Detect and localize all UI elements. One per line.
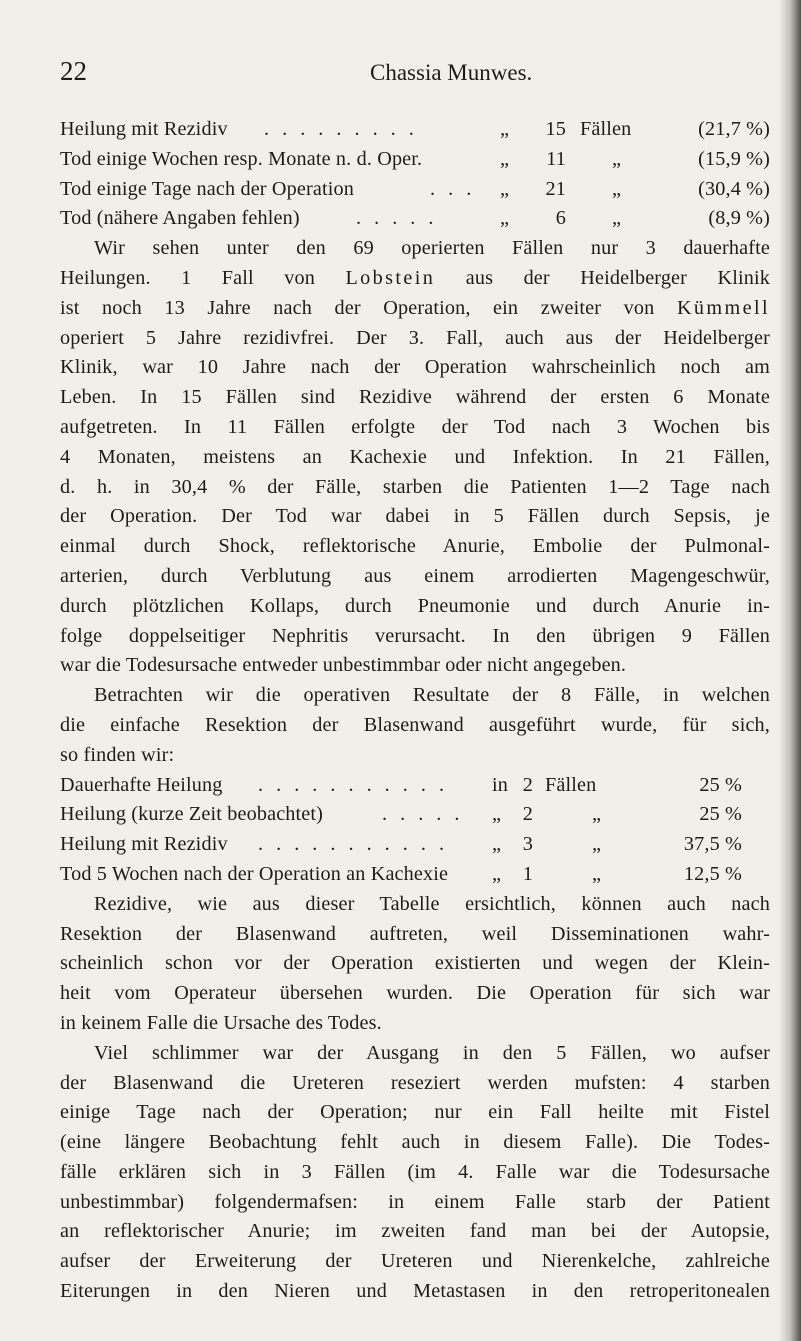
table-row [60,204,770,234]
table-row [60,175,770,205]
row-count: 21 [545,177,566,200]
page-number: 22 [60,56,87,86]
text-line: in keinem Falle die Ursache des Todes. [60,1011,382,1034]
text-line: so finden wir: [60,743,175,766]
leader-dots: . . . [430,177,476,200]
text-line: (eine längere Beobachtung fehlt auch in diesem Falle). Die Todes- [60,1131,770,1154]
row-label: Heilung mit Rezidiv [60,833,228,856]
text-line: operiert 5 Jahre rezidivfrei. Der 3. Fall, auch aus der Heidelberger [60,326,770,349]
row-count: 3 [522,833,533,856]
outcome-table-resection [60,771,770,890]
row-percent: (8,9 %) [708,207,770,230]
text-line: Betrachten wir die operativen Resultate der 8 Fälle, in welchen [94,684,770,707]
table-row [60,830,770,860]
text-line: fälle erklären sich in 3 Fällen (im 4. Falle war die Todesursache [60,1160,770,1183]
text-line: Eiterungen in den Nieren und Metastasen in den retroperitonealen [60,1280,770,1303]
text-line: einmal durch Shock, reflektorische Anurie, Embolie der Pulmonal- [60,535,770,558]
row-label: Tod 5 Wochen nach der Operation an Kachexie [60,862,449,885]
row-unit: „ [592,833,602,856]
table-row [60,115,770,145]
row-unit: Fällen [545,773,597,796]
ditto-mark: „ [500,147,510,170]
row-label: Tod (nähere Angaben fehlen) [60,207,300,230]
text-line: heit vom Operateur übersehen wurden. Die Operation für sich war [60,982,770,1005]
row-count: 6 [555,207,566,230]
row-percent: 25 % [699,773,742,796]
paragraph [60,234,770,681]
paragraph [60,1039,770,1307]
row-label: Dauerhafte Heilung [60,773,223,796]
row-count: 11 [546,147,566,170]
paragraph [60,890,770,1039]
running-title: Chassia Munwes. [370,60,533,85]
leader-dots: . . . . . . . . . . . [258,833,448,856]
leader-dots: . . . . . [356,207,438,230]
row-percent: (30,4 %) [698,177,770,200]
text-line: der Blasenwand die Ureteren reseziert werden mufsten: 4 starben [60,1071,770,1094]
text-line: der Operation. Der Tod war dabei in 5 Fällen durch Sepsis, je [60,505,770,528]
row-count: 1 [522,862,533,885]
text-line: einige Tage nach der Operation; nur ein Fall heilte mit Fistel [60,1101,770,1124]
row-unit: „ [592,803,602,826]
text-line: 4 Monaten, meistens an Kachexie und Infektion. In 21 Fällen, [60,445,770,468]
ditto-mark: „ [492,862,502,885]
text-line [60,264,770,294]
ditto-mark: in [492,773,509,796]
row-count: 2 [522,773,533,796]
text-line: aufgetreten. In 11 Fällen erfolgte der Tod nach 3 Wochen bis [60,415,770,438]
row-percent: (21,7 %) [698,118,770,140]
row-unit: „ [612,177,622,200]
page-body [60,115,770,1307]
row-label: Heilung mit Rezidiv [60,118,228,140]
table-row [60,771,770,801]
table-row [60,860,770,890]
row-label: Tod einige Wochen resp. Monate n. d. Oper. [60,147,423,170]
row-unit: „ [612,147,622,170]
text-line: die einfache Resektion der Blasenwand ausgeführt wurde, für sich, [60,713,770,736]
row-percent: 37,5 % [683,833,742,856]
text-line: war die Todesursache entweder unbestimmbar oder nicht angegeben. [60,654,627,677]
ditto-mark: „ [492,833,502,856]
text-line: Resektion der Blasenwand auftreten, weil Disseminationen wahr- [60,922,770,945]
row-unit: „ [612,207,622,230]
leader-dots: . . . . . . . . . [264,118,418,140]
row-percent: (15,9 %) [698,147,770,170]
text-line: arterien, durch Verblutung aus einem arrodierten Magengeschwür, [60,564,770,587]
text-line: folge doppelseitiger Nephritis verursacht. In den übrigen 9 Fällen [60,624,770,647]
text-line: aufser der Erweiterung der Ureteren und Nierenkelche, zahlreiche [60,1250,770,1273]
text-line: Wir sehen unter den 69 operierten Fällen nur 3 dauerhafte [94,237,770,260]
text-span: Heilungen. 1 Fall von [60,266,315,289]
row-percent: 25 % [699,803,742,826]
page-header [0,56,801,96]
table-row [60,800,770,830]
row-count: 2 [522,803,533,826]
text-line: d. h. in 30,4 % der Fälle, starben die Patienten 1—2 Tage nach [60,475,770,498]
text-span: ist noch 13 Jahre nach der Operation, ein zweiter von [60,296,655,319]
author-name: Kümmell [676,296,770,319]
leader-dots: . . . . . [382,803,464,826]
text-line: Viel schlimmer war der Ausgang in den 5 Fällen, wo aufser [94,1041,770,1064]
row-unit: Fällen [580,118,632,140]
row-count: 15 [545,118,566,140]
text-line: unbestimmbar) folgendermafsen: in einem Falle starb der Patient [60,1190,770,1213]
row-unit: „ [592,862,602,885]
text-line: Rezidive, wie aus dieser Tabelle ersichtlich, können auch nach [94,892,770,915]
row-label: Tod einige Tage nach der Operation [60,177,354,200]
outcome-table-all [60,115,770,234]
row-label: Heilung (kurze Zeit beobachtet) [60,803,324,826]
ditto-mark: „ [500,177,510,200]
ditto-mark: „ [500,118,510,140]
table-row [60,145,770,175]
ditto-mark: „ [500,207,510,230]
text-line [60,294,770,324]
text-line: Leben. In 15 Fällen sind Rezidive während der ersten 6 Monate [60,386,770,409]
text-line: Klinik, war 10 Jahre nach der Operation wahrscheinlich noch am [60,356,770,379]
ditto-mark: „ [492,803,502,826]
row-percent: 12,5 % [683,862,742,885]
page-edge-shadow [779,0,801,1341]
text-line: an reflektorischer Anurie; im zweiten fand man bei der Autopsie, [60,1220,770,1243]
author-name: Lobstein [345,266,436,289]
leader-dots: . . . . . . . . . . . [258,773,448,796]
paragraph [60,681,770,770]
text-line: durch plötzlichen Kollaps, durch Pneumonie und durch Anurie in- [60,594,770,617]
text-span: aus der Heidelberger Klinik [465,266,770,289]
text-line: scheinlich schon vor der Operation existierten und wegen der Klein- [60,952,770,975]
